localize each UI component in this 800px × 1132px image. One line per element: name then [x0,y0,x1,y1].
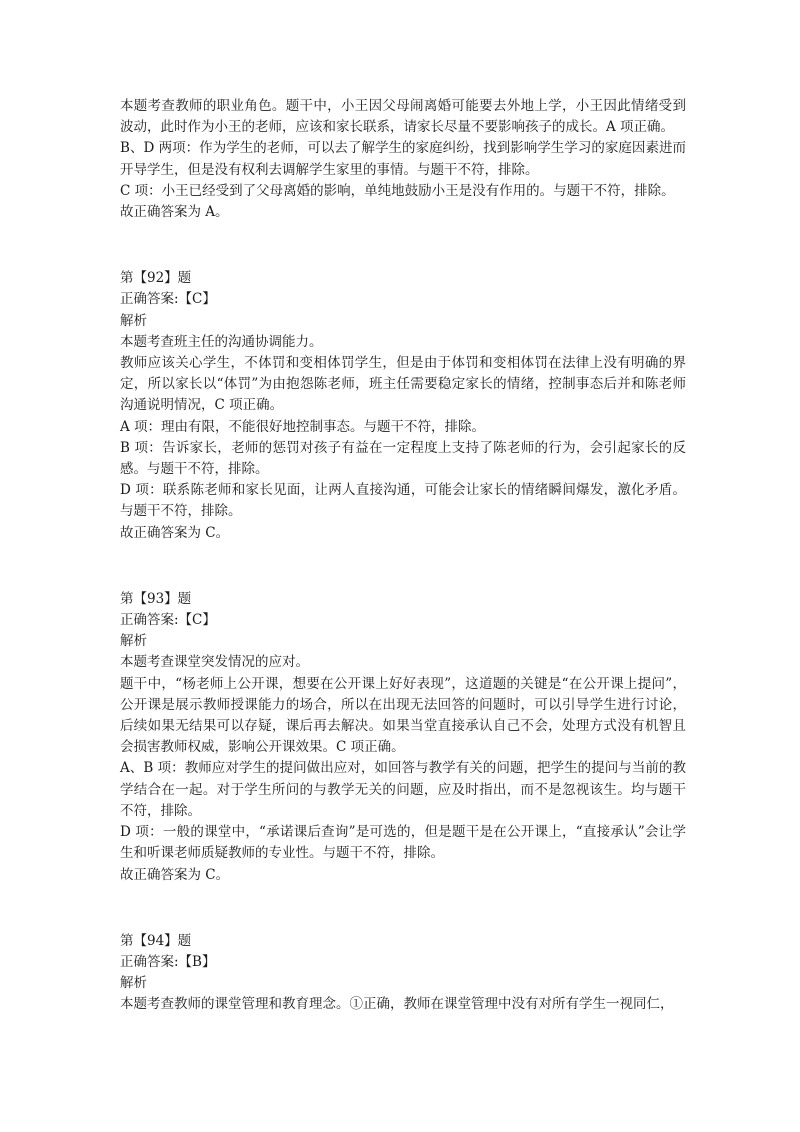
analysis-paragraph: D 项：一般的课堂中，“承诺课后查询”是可选的，但是题干是在公开课上，“直接承认”会让学生和听课老师质疑教师的专业性。与题干不符，排除。 [120,824,686,862]
analysis-paragraph: B 项：告诉家长，老师的惩罚对孩子有益在一定程度上支持了陈老师的行为，会引起家长的反感。与题干不符，排除。 [120,439,686,478]
question-heading: 第【94】题 [120,932,192,949]
correct-answer: 正确答案:【C】 [120,612,216,629]
analysis-paragraph: 本题考查课堂突发情况的应对。 [120,654,309,671]
intro-paragraph: C 项：小王已经受到了父母离婚的影响，单纯地鼓励小王是没有作用的。与题干不符，排除。 [120,182,675,199]
analysis-paragraph: A 项：理由有限，不能很好地控制事态。与题干不符，排除。 [120,418,486,435]
analysis-paragraph: 本题考查班主任的沟通协调能力。 [120,333,323,350]
correct-answer: 正确答案:【B】 [120,953,216,970]
intro-paragraph: 本题考查教师的职业角色。题干中，小王因父母闹离婚可能要去外地上学，小王因此情绪受到波动，此时作为小王的老师，应该和家长联系，请家长尽量不要影响孩子的成长。A 项正确。 [120,98,686,136]
question-heading: 第【93】题 [120,590,192,607]
document-page [120,96,686,1016]
analysis-paragraph: A、B 项：教师应对学生的提问做出应对，如回答与教学有关的问题，把学生的提问与当前的教学结合在一起。对于学生所问的与教学无关的问题，应及时指出，而不是忽视该生。均与题干不符，排除。 [120,760,686,819]
analysis-label: 解析 [120,312,147,329]
correct-answer: 正确答案:【C】 [120,291,216,308]
intro-block [120,96,686,223]
analysis-label: 解析 [120,975,147,992]
intro-paragraph: 故正确答案为 A。 [120,204,229,221]
question-93-section [120,589,686,886]
question-heading: 第【92】题 [120,270,192,287]
analysis-paragraph: 故正确答案为 C。 [120,524,230,541]
analysis-paragraph: 教师应该关心学生，不体罚和变相体罚学生，但是由于体罚和变相体罚在法律上没有明确的界定，所以家长以“体罚”为由抱怨陈老师，班主任需要稳定家长的情绪，控制事态后并和陈老师沟通说明情况，C 项正确。 [120,355,686,414]
question-92-section [120,268,686,544]
question-94-section [120,931,686,1016]
intro-paragraph: B、D 两项：作为学生的老师，可以去了解学生的家庭纠纷，找到影响学生学习的家庭因素进而开导学生，但是没有权利去调解学生家里的事情。与题干不符，排除。 [120,140,686,178]
analysis-paragraph: 题干中，“杨老师上公开课，想要在公开课上好好表现”，这道题的关键是“在公开课上提问”，公开课是展示教师授课能力的场合，所以在出现无法回答的问题时，可以引导学生进行讨论，后续如果无结果可以存疑，课后再去解决。如果当堂直接承认自己不会，处理方式没有机智且会损害教师权威，影响公开课效果。C 项正确。 [120,675,686,756]
analysis-paragraph: 本题考查教师的课堂管理和教育理念。①正确，教师在课堂管理中没有对所有学生一视同仁， [120,996,674,1013]
analysis-label: 解析 [120,633,147,650]
analysis-paragraph: 故正确答案为 C。 [120,866,230,883]
analysis-paragraph: D 项：联系陈老师和家长见面，让两人直接沟通，可能会让家长的情绪瞬间爆发，激化矛盾。与题干不符，排除。 [120,482,686,520]
